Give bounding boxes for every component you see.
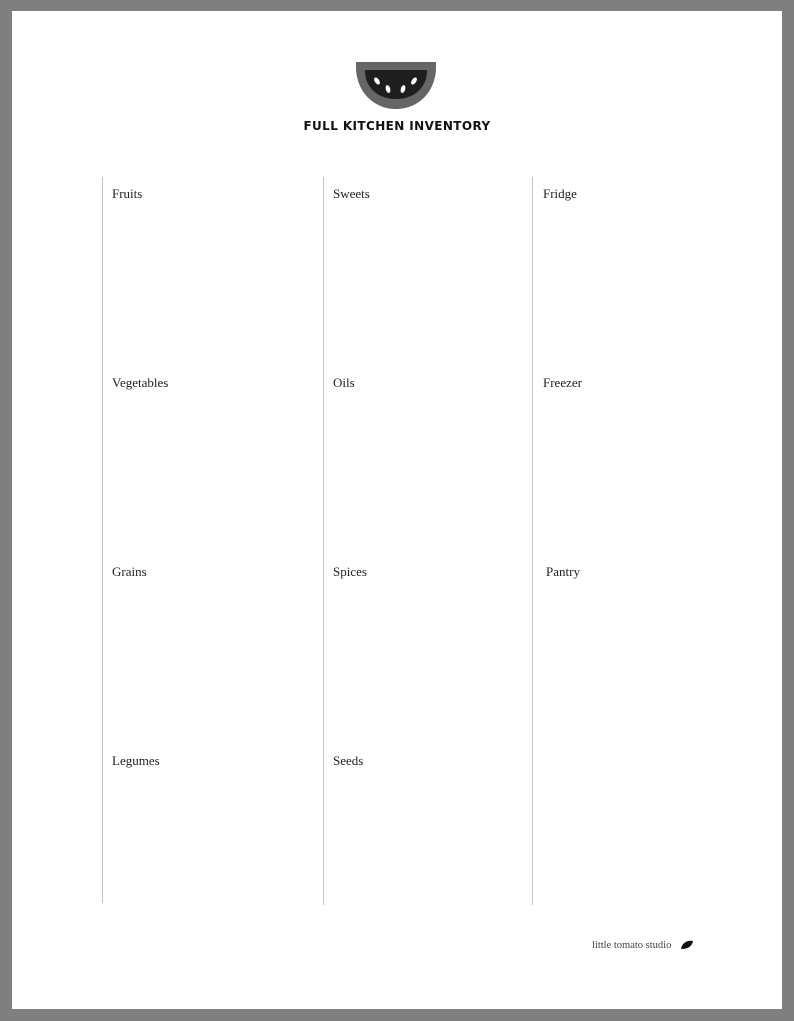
watermelon-slice-icon xyxy=(355,61,437,111)
section-label-sweets: Sweets xyxy=(333,186,370,201)
inventory-page xyxy=(12,11,782,1009)
section-label-pantry: Pantry xyxy=(546,564,580,579)
column-divider xyxy=(323,177,324,905)
column-divider xyxy=(532,177,533,905)
section-label-freezer: Freezer xyxy=(543,375,582,390)
section-label-vegetables: Vegetables xyxy=(112,375,169,390)
section-label-seeds: Seeds xyxy=(333,753,364,768)
column-divider xyxy=(102,177,103,903)
section-label-fruits: Fruits xyxy=(112,186,143,201)
footer-brand: little tomato studio xyxy=(592,940,672,951)
section-label-fridge: Fridge xyxy=(543,186,577,201)
section-label-legumes: Legumes xyxy=(112,753,160,768)
page-title: FULL KITCHEN INVENTORY xyxy=(303,119,491,133)
section-label-oils: Oils xyxy=(333,375,355,390)
section-label-grains: Grains xyxy=(112,564,147,579)
section-label-spices: Spices xyxy=(333,564,367,579)
leaf-icon xyxy=(680,940,694,950)
